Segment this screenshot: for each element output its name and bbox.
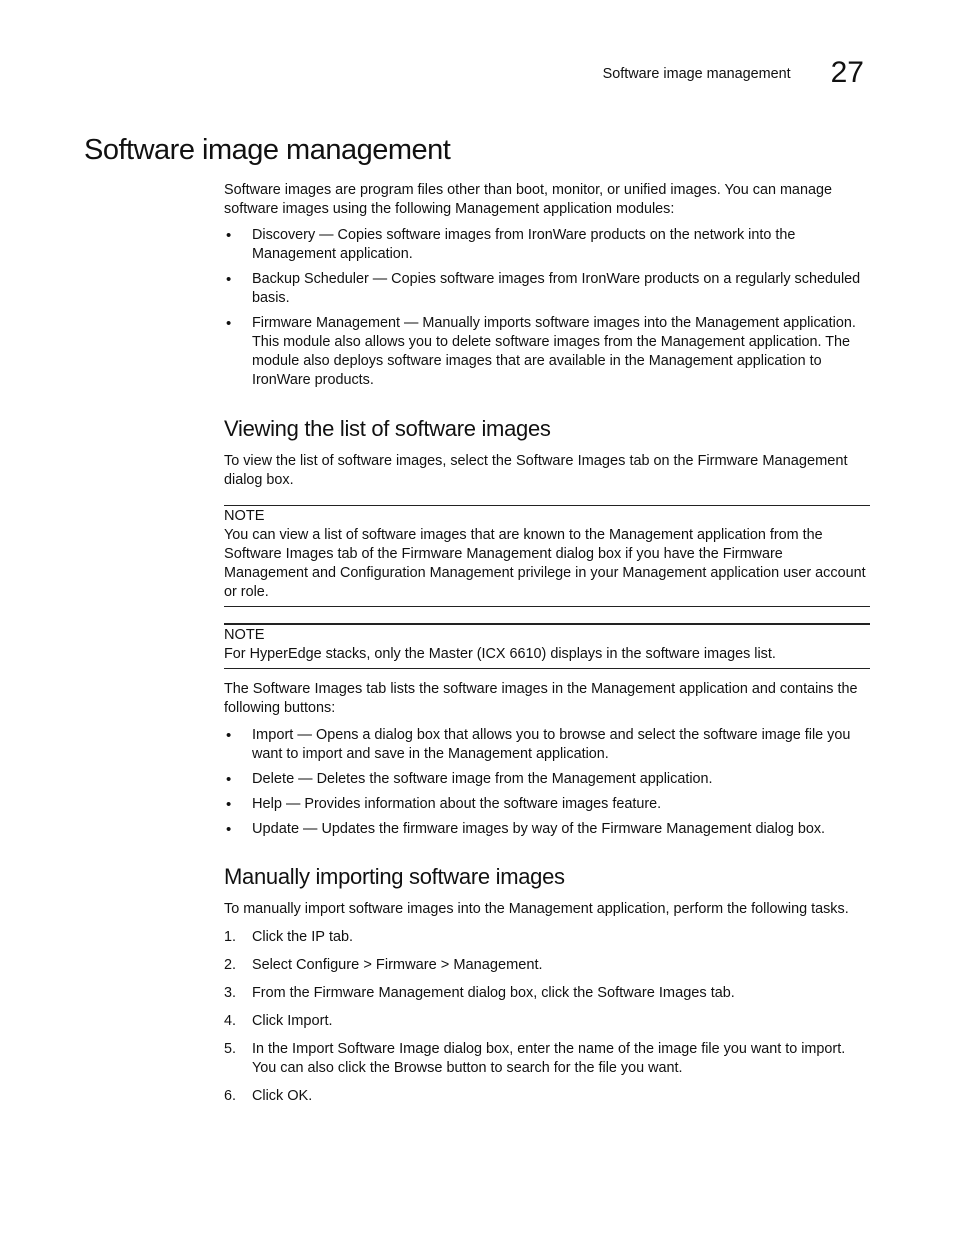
ui-term: Firmware Management bbox=[697, 453, 848, 469]
step-number: 1. bbox=[224, 929, 237, 945]
text: tab of the bbox=[333, 546, 402, 562]
button-list bbox=[224, 726, 870, 839]
step-item bbox=[224, 1012, 870, 1031]
step-item bbox=[224, 956, 870, 975]
viewing-paragraph bbox=[224, 452, 870, 490]
note-box bbox=[224, 623, 870, 669]
step-item bbox=[224, 928, 870, 947]
text: tab lists the software images in the Management application and contains the following buttons: bbox=[224, 681, 858, 716]
ui-term: Firmware Management bbox=[601, 821, 752, 837]
importing-intro: To manually import software images into the Management application, perform the following tasks. bbox=[224, 901, 849, 917]
text: — Deletes the software image from the Management application. bbox=[294, 771, 713, 787]
ui-term: Import Software Image bbox=[292, 1041, 440, 1057]
ui-term: Update bbox=[252, 821, 300, 837]
intro-paragraph: Software images are program files other than boot, monitor, or unified images. You can manage software images using the following Management application modules: bbox=[224, 182, 832, 217]
text: In the bbox=[252, 1041, 293, 1057]
text: The bbox=[224, 681, 253, 697]
ui-term: Software Images bbox=[224, 546, 334, 562]
note-label: NOTE bbox=[224, 627, 265, 643]
note-label: NOTE bbox=[224, 508, 265, 524]
list-item: • Backup Scheduler — Copies software images from IronWare products on a regularly scheduled basis. bbox=[224, 270, 870, 308]
text: dialog box, enter the name of the image file you want to import. You can also click the bbox=[252, 1041, 846, 1076]
running-head-title: Software image management bbox=[602, 66, 791, 82]
list-item bbox=[224, 795, 870, 814]
text: Click bbox=[252, 1013, 288, 1029]
step-item bbox=[224, 1087, 870, 1106]
text: tab. bbox=[324, 929, 353, 945]
ui-term: OK bbox=[287, 1088, 309, 1104]
ui-term: Configure > Firmware > Management bbox=[296, 957, 539, 973]
list-item bbox=[224, 726, 870, 764]
ui-term: Software Images bbox=[597, 985, 707, 1001]
module-list bbox=[224, 226, 870, 390]
text: From the bbox=[252, 985, 314, 1001]
text: dialog box if you have the Firmware Management and Configuration Management privilege in your Management application user account or role. bbox=[224, 546, 866, 600]
step-number: 2. bbox=[224, 957, 237, 973]
ui-term: Delete bbox=[252, 771, 295, 787]
section-heading-viewing: Viewing the list of software images bbox=[224, 416, 551, 441]
chapter-number: 27 bbox=[830, 56, 864, 89]
note-box bbox=[224, 505, 870, 607]
list-item: • Discovery — Copies software images from IronWare products on the network into the Management application. bbox=[224, 226, 870, 264]
text: — Updates the firmware images by way of the bbox=[299, 821, 602, 837]
step-number: 5. bbox=[224, 1041, 237, 1057]
text: dialog box. bbox=[224, 472, 294, 488]
list-item bbox=[224, 820, 870, 839]
text: You can view a list of software images that are known to the Management application from the bbox=[224, 527, 823, 543]
text: Opens a dialog box that allows you to browse and select the software image file you want to import and save in the Management application. bbox=[252, 727, 851, 762]
step-item bbox=[224, 1040, 870, 1078]
ui-term: Help bbox=[252, 796, 283, 812]
note-text bbox=[224, 526, 870, 602]
ui-term: Import bbox=[287, 1013, 329, 1029]
step-number: 3. bbox=[224, 985, 237, 1001]
text: . bbox=[308, 1088, 313, 1104]
step-number: 4. bbox=[224, 1013, 237, 1029]
ui-term: Browse bbox=[393, 1060, 443, 1076]
step-item bbox=[224, 984, 870, 1003]
ui-term: Firmware Management bbox=[313, 985, 464, 1001]
text: Click the bbox=[252, 929, 312, 945]
note-text: For HyperEdge stacks, only the Master (ICX 6610) displays in the software images list. bbox=[224, 646, 776, 662]
step-number: 6. bbox=[224, 1088, 237, 1104]
section-heading-importing: Manually importing software images bbox=[224, 864, 565, 889]
text: . bbox=[328, 1013, 333, 1029]
list-item: • Firmware Management — Manually imports software images into the Management application. This module also allows you to delete software images from the Management application. The module also deploys software images that are available in the Management application to IronWare products. bbox=[224, 314, 870, 390]
step-list bbox=[224, 928, 870, 1106]
list-item bbox=[224, 770, 870, 789]
buttons-intro-paragraph bbox=[224, 680, 870, 718]
text: dialog box. bbox=[751, 821, 826, 837]
text: — Provides information about the software images feature. bbox=[282, 796, 662, 812]
text: To view the list of software images, select the bbox=[224, 453, 516, 469]
ui-term: IP bbox=[311, 929, 325, 945]
main-content bbox=[224, 181, 870, 1106]
ui-term: Firmware Management bbox=[401, 546, 552, 562]
text: Click bbox=[252, 1088, 288, 1104]
text: Select bbox=[252, 957, 296, 973]
page-title: Software image management bbox=[84, 134, 451, 166]
ui-term: Software Images bbox=[252, 681, 363, 697]
text: tab on the bbox=[625, 453, 698, 469]
text: button to search for the file you want. bbox=[442, 1060, 683, 1076]
text: . bbox=[538, 957, 543, 973]
ui-term: Import — bbox=[252, 727, 313, 743]
ui-term: Software Images bbox=[515, 453, 626, 469]
text: dialog box, click the bbox=[463, 985, 598, 1001]
running-head bbox=[603, 58, 864, 88]
text: tab. bbox=[706, 985, 735, 1001]
